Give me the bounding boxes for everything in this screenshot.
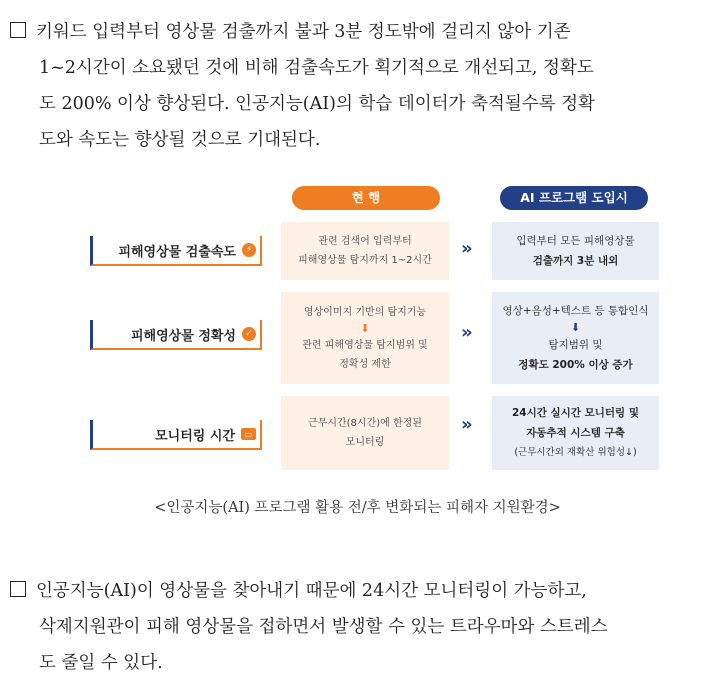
current-cell-monitoring: 근무시간(8시간)에 한정된 모니터링 bbox=[281, 396, 449, 470]
arrow-right-icon: » bbox=[461, 414, 468, 435]
paragraph-2 bbox=[10, 573, 700, 681]
para1-line3: 도 200% 이상 향상된다. 인공지능(AI)의 학습 데이터가 축적될수록 정확 bbox=[39, 94, 595, 114]
current-cell-accuracy: 영상이미지 기반의 탐지기능 ⬇ 관련 피해영상물 탐지범위 및 정확성 제한 bbox=[281, 292, 449, 384]
ai-cell-speed: 입력부터 모든 피해영상물 검출까지 3분 내외 bbox=[492, 222, 659, 280]
para1-line4: 도와 속도는 향상될 것으로 기대된다. bbox=[39, 130, 321, 150]
arrow-right-icon: » bbox=[461, 322, 468, 343]
header-ai: AI 프로그램 도입시 bbox=[500, 186, 648, 210]
row-label-accuracy: 피해영상물 정확성 ✓ bbox=[90, 320, 262, 350]
row-label-monitoring: 모니터링 시간 ▭ bbox=[90, 420, 262, 450]
check-icon: ✓ bbox=[242, 327, 256, 341]
arrow-down-icon: ⬇ bbox=[570, 321, 581, 334]
para2-line1: 인공지능(AI)이 영상물을 찾아내기 때문에 24시간 모니터링이 가능하고, bbox=[36, 581, 587, 601]
arrow-down-icon: ⬇ bbox=[360, 321, 370, 335]
para2-line3: 도 줄일 수 있다. bbox=[39, 653, 163, 673]
ai-cell-monitoring: 24시간 실시간 모니터링 및 자동추적 시스템 구축 (근무시간외 재확산 위험성↓) bbox=[492, 396, 659, 470]
para1-line2: 1~2시간이 소요됐던 것에 비해 검출속도가 획기적으로 개선되고, 정확도 bbox=[39, 58, 594, 78]
current-cell-speed: 관련 검색어 입력부터 피해영상물 탐지까지 1~2시간 bbox=[281, 222, 449, 280]
lightning-icon: ⚡ bbox=[242, 243, 256, 257]
para1-line1: 키워드 입력부터 영상물 검출까지 불과 3분 정도밖에 걸리지 않아 기존 bbox=[36, 22, 571, 42]
checkbox-bullet-icon bbox=[10, 581, 26, 597]
arrow-right-icon: » bbox=[461, 238, 468, 259]
row-label-speed: 피해영상물 검출속도 ⚡ bbox=[90, 236, 262, 266]
header-current: 현 행 bbox=[292, 186, 440, 210]
diagram-caption: <인공지능(AI) 프로그램 활용 전/후 변화되는 피해자 지원환경> bbox=[154, 500, 561, 516]
monitor-icon: ▭ bbox=[241, 428, 256, 440]
para2-line2: 삭제지원관이 피해 영상물을 접하면서 발생할 수 있는 트라우마와 스트레스 bbox=[39, 617, 608, 637]
ai-cell-accuracy: 영상+음성+텍스트 등 통합인식 ⬇ 탐지범위 및 정확도 200% 이상 증가 bbox=[492, 292, 659, 384]
